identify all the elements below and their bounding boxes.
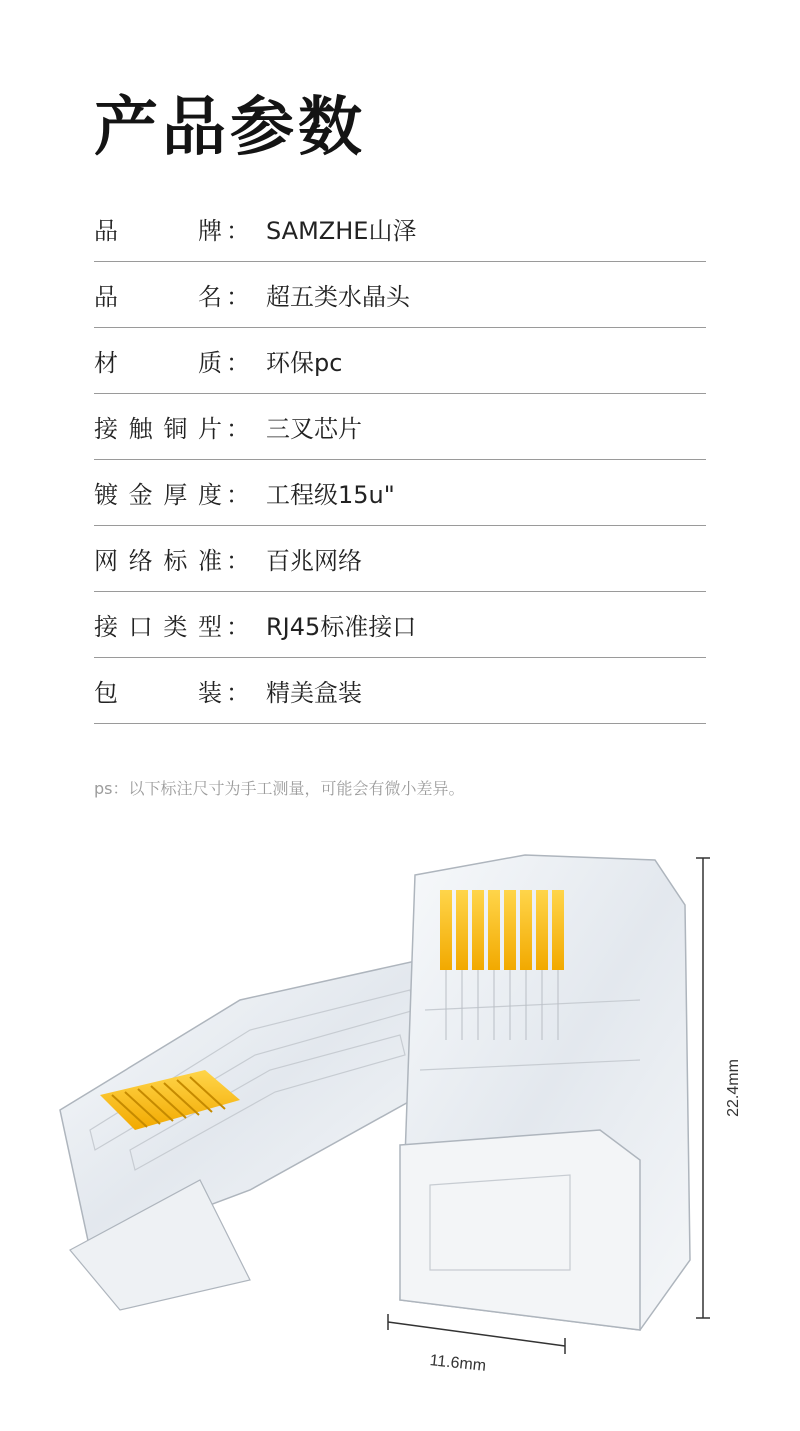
label-char: 镀 (94, 481, 118, 509)
spec-label (94, 607, 222, 642)
spec-value: 三叉芯片 (266, 415, 362, 443)
label-char: 材 (94, 349, 118, 377)
spec-value: 工程级15u" (266, 481, 395, 509)
label-char: 接 (94, 415, 118, 443)
spec-value: 超五类水晶头 (266, 283, 410, 311)
width-label: 11.6mm (428, 1352, 487, 1375)
label-char: 口 (128, 613, 153, 641)
width-dimension (388, 1314, 565, 1375)
spec-row-brand (94, 196, 706, 262)
spec-row-plating (94, 460, 706, 526)
label-char: 片 (197, 415, 222, 443)
spec-colon: ： (226, 283, 250, 311)
rj45-connector-left (60, 960, 430, 1310)
label-char: 标 (163, 547, 188, 575)
spec-label (94, 541, 222, 576)
label-char: 牌 (198, 217, 222, 245)
spec-colon: ： (226, 415, 250, 443)
label-char: 准 (197, 547, 222, 575)
label-char: 型 (197, 613, 222, 641)
spec-value: 精美盒装 (266, 679, 362, 707)
spec-colon: ： (226, 547, 250, 575)
spec-colon: ： (226, 613, 250, 641)
spec-label (94, 475, 222, 510)
label-char: 金 (128, 481, 153, 509)
label-char: 品 (94, 283, 118, 311)
label-char: 品 (94, 217, 118, 245)
spec-value: 环保pc (266, 349, 343, 377)
spec-label (94, 211, 222, 246)
height-dimension (696, 858, 742, 1318)
spec-table (94, 196, 706, 724)
label-char: 度 (197, 481, 222, 509)
spec-value: SAMZHE山泽 (266, 217, 417, 245)
spec-label (94, 277, 222, 312)
spec-colon: ： (226, 217, 250, 245)
spec-row-network (94, 526, 706, 592)
spec-colon: ： (226, 349, 250, 377)
product-figure (0, 830, 800, 1390)
spec-row-material (94, 328, 706, 394)
page-title: 产品参数 (94, 91, 366, 165)
label-char: 包 (94, 679, 118, 707)
spec-label (94, 673, 222, 708)
spec-value: RJ45标准接口 (266, 613, 417, 641)
spec-row-product-name (94, 262, 706, 328)
label-char: 装 (198, 679, 222, 707)
label-char: 触 (128, 415, 153, 443)
spec-label (94, 343, 222, 378)
label-char: 厚 (163, 481, 188, 509)
spec-row-packaging (94, 658, 706, 724)
label-char: 名 (198, 283, 222, 311)
spec-row-contact (94, 394, 706, 460)
label-char: 质 (198, 349, 222, 377)
spec-label (94, 409, 222, 444)
label-char: 铜 (163, 415, 188, 443)
label-char: 网 (94, 547, 118, 575)
rj45-connector-right (400, 855, 690, 1330)
label-char: 类 (163, 613, 188, 641)
spec-row-interface (94, 592, 706, 658)
spec-colon: ： (226, 481, 250, 509)
label-char: 接 (94, 613, 118, 641)
measurement-note: ps：以下标注尺寸为手工测量，可能会有微小差异。 (94, 779, 465, 798)
spec-value: 百兆网络 (266, 547, 362, 575)
height-label: 22.4mm (725, 1059, 742, 1117)
spec-colon: ： (226, 679, 250, 707)
label-char: 络 (128, 547, 153, 575)
